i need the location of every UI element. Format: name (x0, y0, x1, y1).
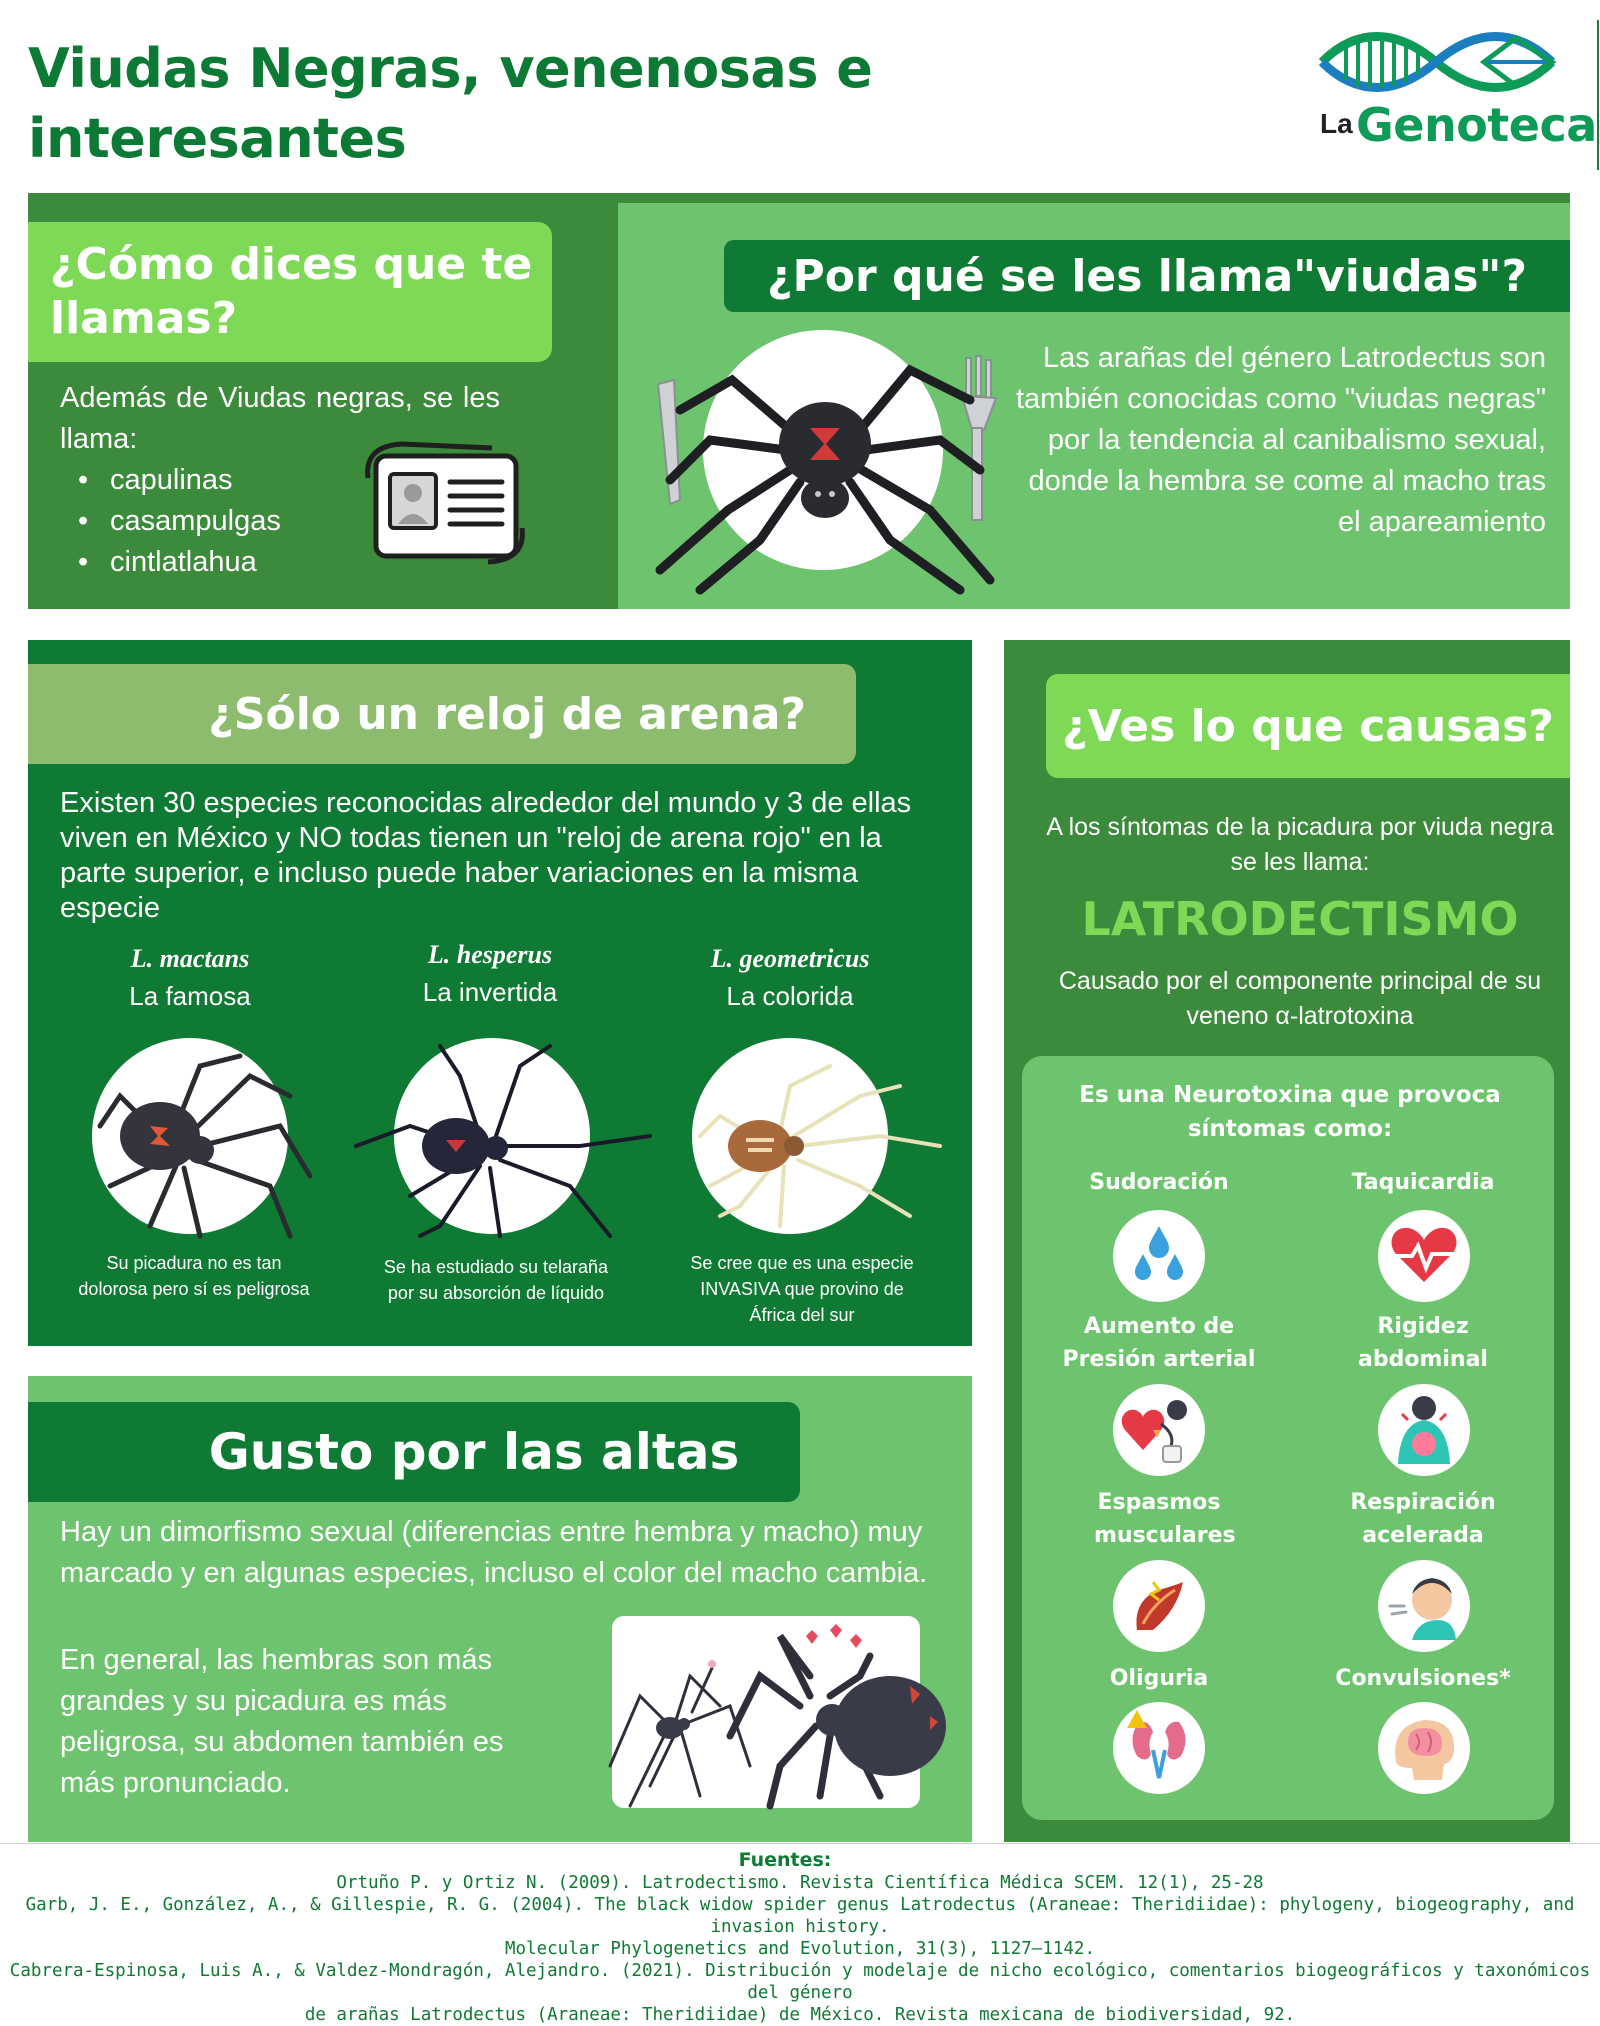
species-nickname: La famosa (129, 981, 251, 1011)
abdomen-pain-icon (1378, 1384, 1470, 1476)
widows-heading: ¿Por qué se les llama"viudas"? (724, 240, 1570, 312)
list-item: • capulinas (78, 460, 281, 501)
symptoms-intro: A los síntomas de la picadura por viuda negra se les llama: (1046, 813, 1554, 876)
symptom-label: Rigidez abdominal (1358, 1314, 1488, 1372)
heartbeat-icon (1378, 1210, 1470, 1302)
kidney-warning-icon (1113, 1702, 1205, 1794)
hourglass-text: Existen 30 especies reconocidas alrededor del mundo y 3 de ellas viven en México y NO todas tienen un "reloj de arena rojo" en la parte superior, e incluso puede haber variaciones en la misma especie (60, 787, 912, 924)
blood-pressure-icon (1113, 1384, 1205, 1476)
widows-text: Las arañas del género Latrodectus son también conocidas como "viudas negras" por la tendencia al canibalismo sexual, donde la hembra se come al macho tras el apareamiento (1016, 342, 1546, 538)
symptom-label: Convulsiones* (1335, 1666, 1511, 1691)
source-line: Cabrera-Espinosa, Luis A., & Valdez-Mondragón, Alejandro. (2021). Distribución y modelaje de nicho ecológico, comentarios biogeográficos y taxonómicos del género (9, 1961, 1591, 2003)
species-description: Se cree que es una especie INVASIVA que provino de África del sur (690, 1253, 914, 1325)
species-description: Su picadura no es tan dolorosa pero sí es peligrosa (78, 1253, 310, 1299)
source-line: Ortuño P. y Ortiz N. (2009). Latrodectismo. Revista Científica Médica SCEM. 12(1), 25-28 (336, 1873, 1264, 1893)
species-nickname: La colorida (726, 981, 854, 1011)
logo-prefix: La (1320, 108, 1353, 139)
breathing-icon (1378, 1560, 1470, 1652)
symptom-label: Sudoración (1089, 1170, 1229, 1195)
edge-divider (1597, 20, 1599, 170)
dimorphism-heading: Gusto por las altas (28, 1402, 800, 1502)
symptom-label: Espasmos musculares (1094, 1490, 1236, 1548)
names-heading: ¿Cómo dices que te llamas? (28, 222, 552, 362)
species-nickname: La invertida (422, 977, 558, 1007)
symptoms-heading: ¿Ves lo que causas? (1046, 674, 1570, 778)
symptom-label: Oliguria (1109, 1666, 1209, 1691)
list-item: • casampulgas (78, 501, 281, 542)
brain-icon (1378, 1702, 1470, 1794)
source-line: de arañas Latrodectus (Araneae: Theridiidae) de México. Revista mexicana de biodiversidad, 92. (304, 2005, 1296, 2025)
sources-section (0, 1848, 1600, 2026)
species-description: Se ha estudiado su telaraña por su absorción de líquido (383, 1257, 609, 1303)
species-name: L. hesperus (427, 940, 553, 969)
id-card-icon (362, 438, 528, 568)
spider-couple-icon (580, 1616, 950, 1816)
symptom-label: Aumento de Presión arterial (1062, 1314, 1256, 1372)
page-title: Viudas Negras, venenosas e interesantes (28, 37, 873, 170)
latrodectism-term: LATRODECTISMO (1081, 892, 1519, 946)
species-name: L. geometricus (710, 944, 870, 973)
logo-name: Genoteca (1356, 98, 1597, 152)
venom-cause-text: Causado por el componente principal de su veneno α-latrotoxina (1058, 967, 1542, 1030)
species-hesperus (360, 938, 620, 1010)
dimorphism-text-1: Hay un dimorfismo sexual (diferencias entre hembra y macho) muy marcado y en algunas especies, incluso el color del macho cambia. (60, 1516, 928, 1589)
black-widow-spider-icon (350, 1036, 656, 1246)
source-line: Garb, J. E., González, A., & Gillespie, R. G. (2004). The black widow spider genus Latrodectus (Araneae: Theridiidae): phylogeny, biogeography, and invasion history. (25, 1895, 1575, 1937)
dna-leaf-logo-icon (1316, 22, 1562, 102)
names-intro: Además de Viudas negras, se les llama: (60, 382, 500, 455)
brown-widow-spider-icon (690, 1036, 950, 1246)
source-line: Molecular Phylogenetics and Evolution, 31(3), 1127–1142. (504, 1939, 1095, 1959)
list-item: • cintlatlahua (78, 542, 281, 583)
hourglass-heading: ¿Sólo un reloj de arena? (28, 664, 856, 764)
symptom-label: Taquicardia (1351, 1170, 1495, 1195)
genoteca-logo (1316, 22, 1597, 152)
sweat-drops-icon (1113, 1210, 1205, 1302)
species-geometricus (660, 942, 920, 1014)
spider-with-cutlery-icon (640, 340, 1000, 600)
sources-divider (0, 1843, 1600, 1844)
sources-title: Fuentes: (738, 1849, 832, 1871)
species-mactans (60, 942, 320, 1014)
dimorphism-text-2: En general, las hembras son más grandes y su picadura es más peligrosa, su abdomen también es más pronunciado. (60, 1644, 504, 1799)
neurotoxin-title: Es una Neurotoxina que provoca síntomas como: (1079, 1082, 1501, 1142)
names-list (78, 460, 281, 583)
symptom-label: Respiración acelerada (1350, 1490, 1496, 1548)
species-name: L. mactans (130, 944, 250, 973)
black-widow-spider-icon (80, 1036, 320, 1246)
muscle-icon (1113, 1560, 1205, 1652)
